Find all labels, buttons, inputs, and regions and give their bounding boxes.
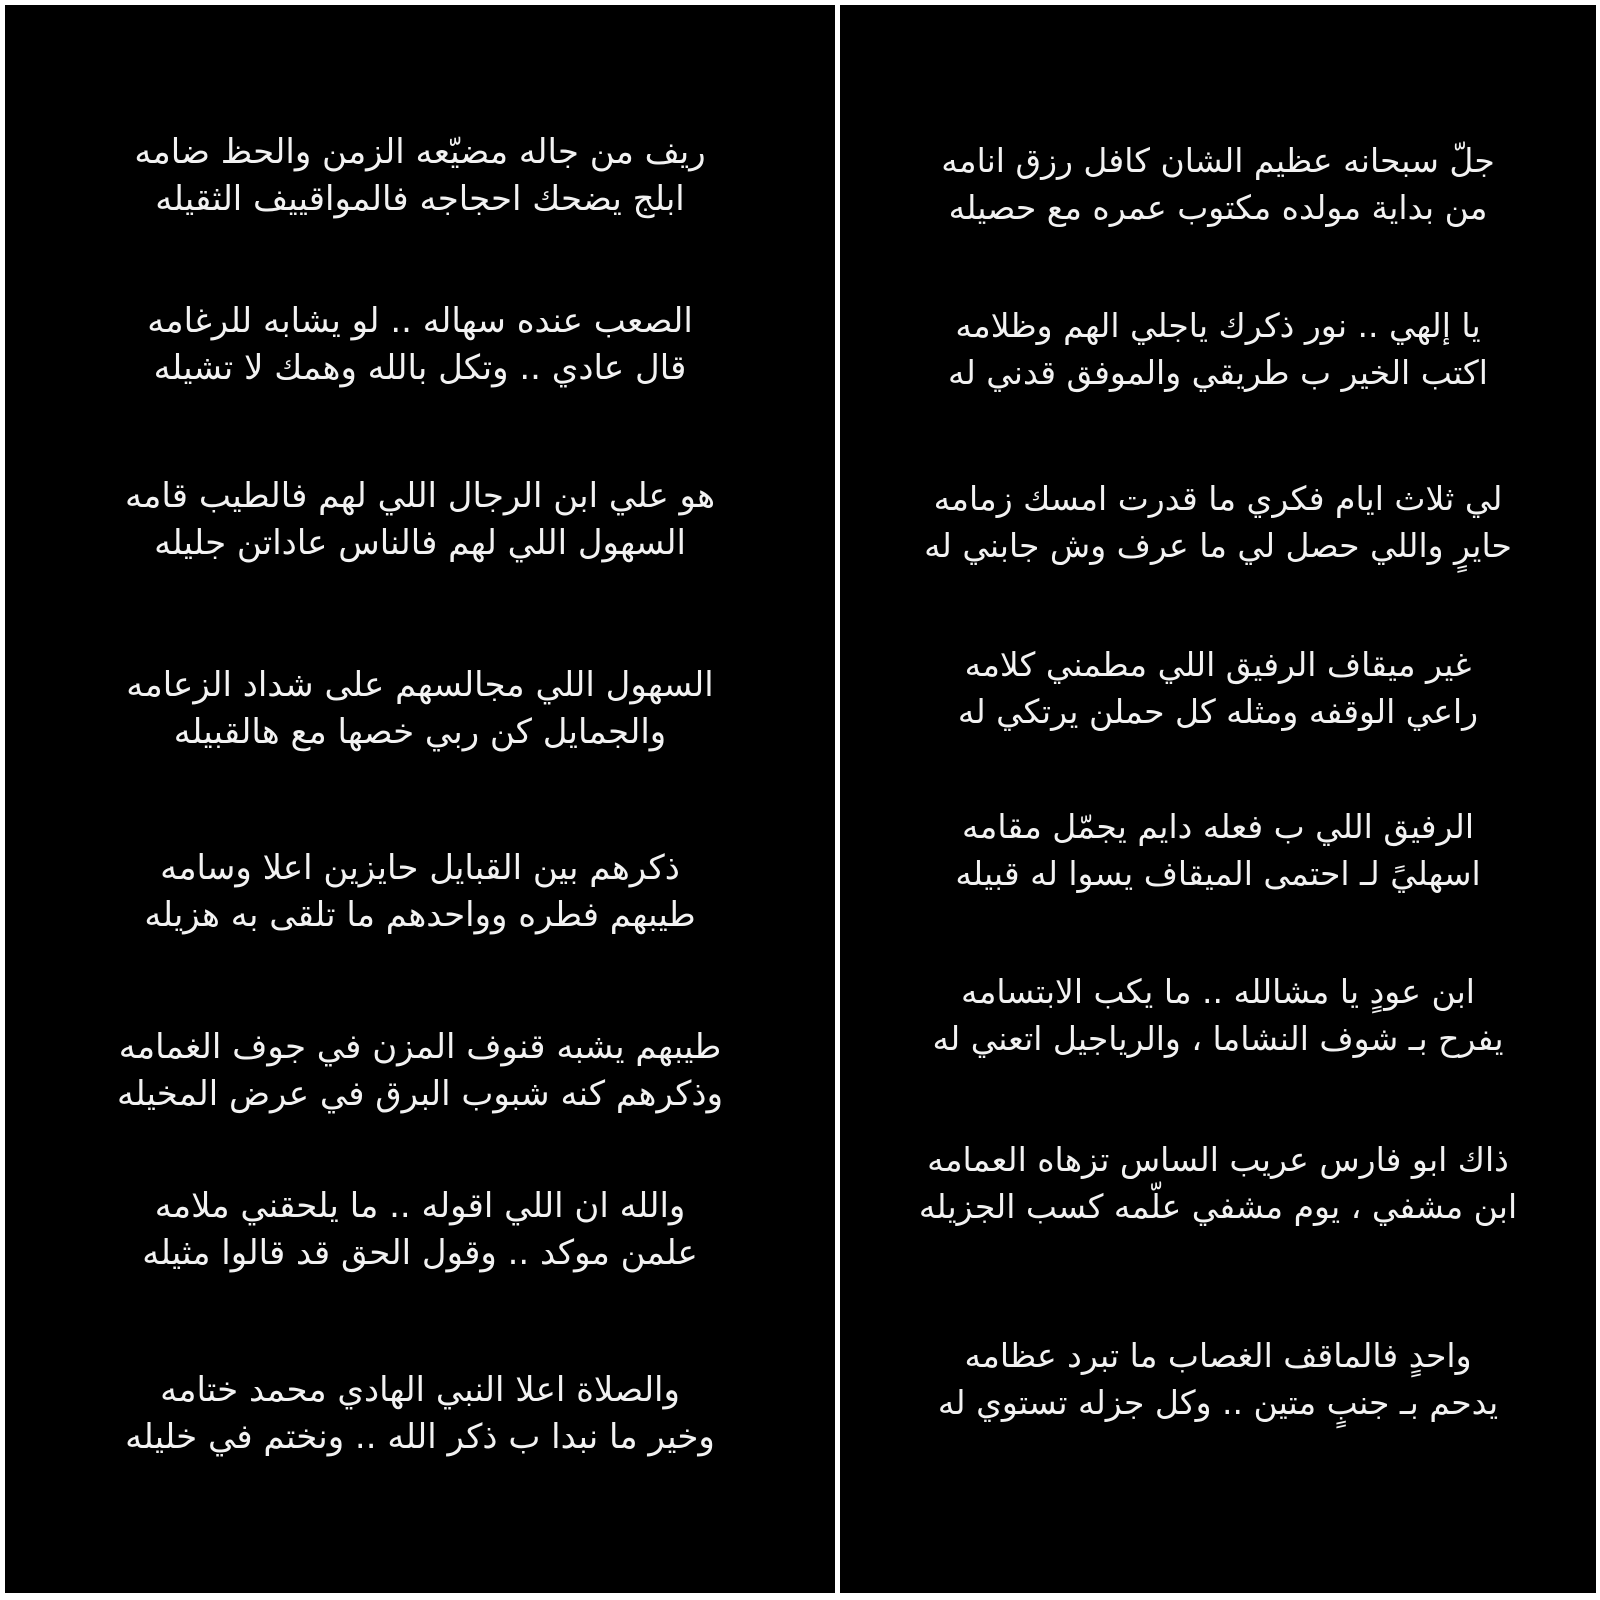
right-stanza-3 — [840, 475, 1596, 569]
left-stanza-4 — [5, 662, 835, 756]
left-stanza-8 — [5, 1367, 835, 1461]
poem-line: والله ان اللي اقوله .. ما يلحقني ملامه — [154, 1186, 686, 1226]
poem-line: والصلاة اعلا النبي الهادي محمد ختامه — [160, 1370, 680, 1410]
right-stanza-2 — [840, 302, 1596, 396]
poem-line: ذكرهم بين القبايل حايزين اعلا وسامه — [160, 848, 680, 888]
right-stanza-7 — [840, 1136, 1596, 1230]
poem-line: السهول اللي لهم فالناس عاداتن جليله — [154, 523, 686, 563]
poem-line: الرفيق اللي ب فعله دايم يجمّل مقامه — [961, 807, 1474, 846]
poem-line: لي ثلاث ايام فكري ما قدرت امسك زمامه — [933, 479, 1503, 518]
poem-line: حايرٍ واللي حصل لي ما عرف وش جابني له — [924, 526, 1512, 565]
poem-line: اسهليً لـ احتمى الميقاف يسوا له قبيله — [955, 854, 1481, 893]
poem-line: والجمايل كن ربي خصها مع هالقبيله — [173, 712, 667, 752]
poem-line: جلّ سبحانه عظيم الشان كافل رزق انامه — [941, 141, 1495, 180]
left-stanza-1 — [5, 129, 835, 223]
poem-line: يفرح بـ شوف النشاما ، والرياجيل اتعني له — [932, 1019, 1504, 1058]
poem-line: راعي الوقفه ومثله كل حملن يرتكي له — [957, 692, 1479, 731]
poem-line: ذاك ابو فارس عريب الساس تزهاه العمامه — [927, 1140, 1509, 1179]
poem-line: يدحم بـ جنبٍ متين .. وكل جزله تستوي له — [937, 1383, 1499, 1422]
left-stanza-7 — [5, 1183, 835, 1277]
right-poem-panel — [840, 5, 1596, 1593]
right-stanza-1 — [840, 137, 1596, 231]
right-stanza-4 — [840, 641, 1596, 735]
poem-line: من بداية مولده مكتوب عمره مع حصيله — [948, 188, 1488, 227]
poem-line: واحدٍ فالماقف الغصاب ما تبرد عظامه — [964, 1336, 1472, 1375]
right-stanza-5 — [840, 803, 1596, 897]
right-stanza-8 — [840, 1332, 1596, 1426]
poem-line: ابن مشفي ، يوم مشفي علّمه كسب الجزيله — [918, 1187, 1518, 1226]
poem-line: اكتب الخير ب طريقي والموفق قدني له — [948, 353, 1488, 392]
poem-line: هو علي ابن الرجال اللي لهم فالطيب قامه — [124, 476, 716, 516]
poem-line: طيبهم يشبه قنوف المزن في جوف الغمامه — [118, 1027, 722, 1067]
left-stanza-6 — [5, 1024, 835, 1118]
left-stanza-5 — [5, 845, 835, 939]
poem-line: يا إلهي .. نور ذكرك ياجلي الهم وظلامه — [955, 306, 1481, 345]
poem-line: السهول اللي مجالسهم على شداد الزعامه — [126, 665, 714, 705]
poem-line: ابن عودٍ يا مشالله .. ما يكب الابتسامه — [961, 972, 1475, 1011]
left-stanza-3 — [5, 473, 835, 567]
poem-line: ابلج يضحك احجاجه فالمواقييف الثقيله — [155, 179, 685, 219]
right-stanza-6 — [840, 968, 1596, 1062]
poem-line: علمن موكد .. وقول الحق قد قالوا مثيله — [142, 1233, 698, 1273]
poem-line: ريف من جاله مضيّعه الزمن والحظ ضامه — [134, 132, 706, 172]
poem-line: وخير ما نبدا ب ذكر الله .. ونختم في خليله — [125, 1417, 715, 1457]
poem-line: قال عادي .. وتكل بالله وهمك لا تشيله — [153, 348, 687, 388]
left-poem-panel — [5, 5, 835, 1593]
poem-line: الصعب عنده سهاله .. لو يشابه للرغامه — [147, 301, 693, 341]
poem-line: وذكرهم كنه شبوب البرق في عرض المخيله — [116, 1074, 723, 1114]
poem-line: طيبهم فطره وواحدهم ما تلقى به هزيله — [144, 895, 696, 935]
left-stanza-2 — [5, 298, 835, 392]
poem-line: غير ميقاف الرفيق اللي مطمني كلامه — [964, 645, 1472, 684]
